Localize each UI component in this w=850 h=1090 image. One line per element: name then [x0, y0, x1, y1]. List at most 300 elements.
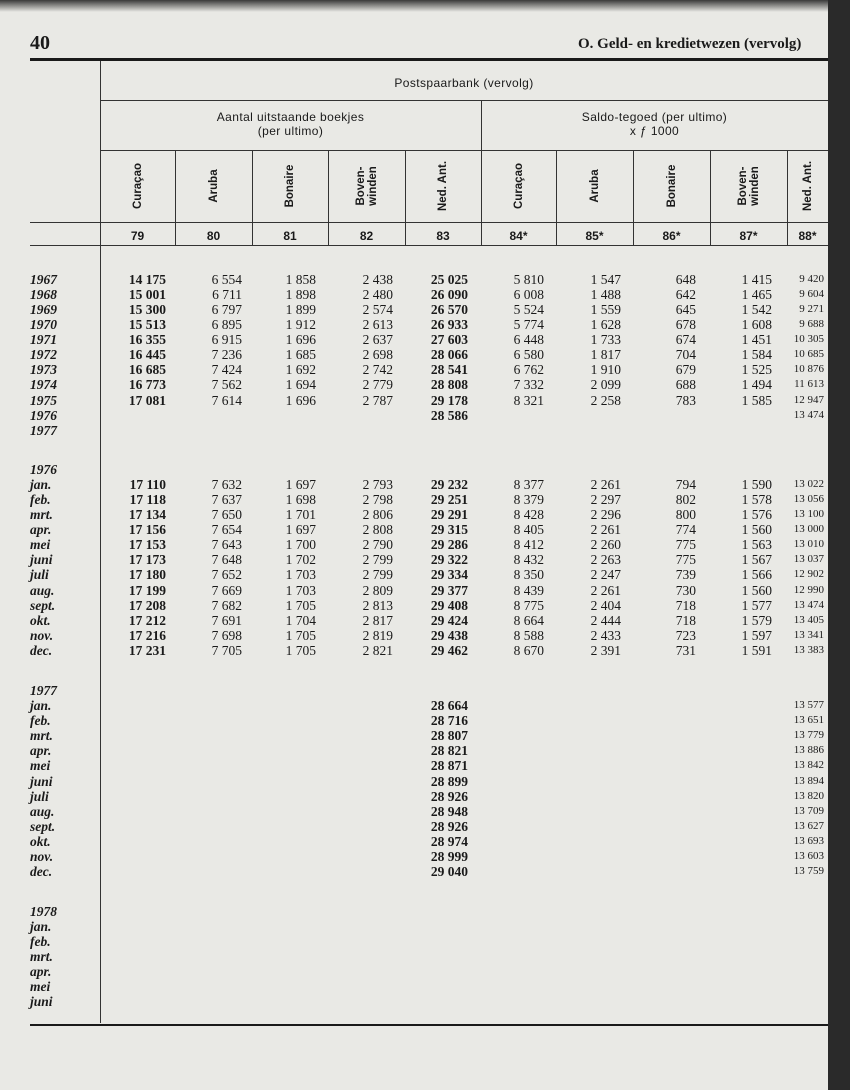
column-number: 85*: [585, 229, 604, 243]
table-cell: 1 560: [741, 522, 772, 537]
table-cell: 28 926: [430, 819, 468, 834]
table-cell: 28 926: [430, 789, 468, 804]
row-label: 1978: [30, 904, 57, 919]
row-label: mei: [30, 979, 51, 994]
row-label: apr.: [30, 743, 52, 758]
table-cell: 2 779: [362, 377, 393, 392]
table-cell: 1 559: [590, 302, 621, 317]
row-label: 1967: [30, 272, 57, 287]
row-label: feb.: [30, 713, 51, 728]
table-cell: 15 513: [128, 317, 166, 332]
table-cell: 28 586: [430, 408, 468, 423]
table-cell: 7 637: [211, 492, 242, 507]
row-label: nov.: [30, 849, 54, 864]
row-label: sept.: [30, 598, 56, 613]
row-label: okt.: [30, 613, 51, 628]
table-cell: 13 474: [793, 409, 824, 421]
table-cell: 13 886: [793, 744, 824, 756]
table-cell: 7 698: [211, 628, 242, 643]
table-cell: 1 597: [741, 628, 772, 643]
table-cell: 9 420: [799, 273, 824, 285]
table-cell: 1 494: [741, 377, 772, 392]
bottom-rule: [30, 1024, 828, 1026]
column-number: 82: [359, 229, 374, 243]
table-cell: 10 876: [793, 363, 824, 375]
row-label: mei: [30, 758, 51, 773]
table-cell: 29 040: [430, 864, 468, 879]
table-cell: 15 300: [128, 302, 166, 317]
table-cell: 2 444: [590, 613, 621, 628]
table-cell: 794: [675, 477, 696, 492]
column-header-part: Boven-: [354, 166, 367, 206]
table-cell: 7 648: [211, 552, 242, 567]
table-cell: 2 787: [362, 393, 393, 408]
table-cell: 13 383: [793, 644, 824, 656]
column-number: 81: [283, 229, 297, 243]
row-label: apr.: [30, 522, 52, 537]
subgroup-boekjes-line1: Aantal uitstaande boekjes: [216, 110, 365, 124]
table-cell: 1 705: [285, 628, 316, 643]
table-cell: 2 808: [362, 522, 393, 537]
table-cell: 800: [675, 507, 696, 522]
row-label: juni: [30, 552, 53, 567]
table-cell: 2 793: [362, 477, 393, 492]
table-cell: 29 377: [430, 583, 468, 598]
table-cell: 1 628: [590, 317, 621, 332]
column-number: 86*: [662, 229, 681, 243]
scan-binding-edge: [828, 0, 850, 1090]
table-cell: 718: [675, 613, 696, 628]
table-cell: 17 156: [128, 522, 166, 537]
table-cell: 2 809: [362, 583, 393, 598]
table-cell: 8 439: [513, 583, 544, 598]
table-cell: 28 808: [430, 377, 468, 392]
row-label: apr.: [30, 964, 52, 979]
table-cell: 8 664: [513, 613, 544, 628]
label-column-divider: [100, 61, 101, 1023]
table-cell: 2 438: [362, 272, 393, 287]
table-cell: 13 100: [793, 508, 824, 520]
table-cell: 26 933: [430, 317, 468, 332]
table-cell: 2 260: [590, 537, 621, 552]
table-cell: 2 258: [590, 393, 621, 408]
table-cell: 1 465: [741, 287, 772, 302]
column-header: Bonaire: [284, 164, 296, 208]
table-cell: 2 391: [590, 643, 621, 658]
table-cell: 29 334: [430, 567, 468, 582]
table-cell: 1 701: [285, 507, 316, 522]
table-cell: 1 579: [741, 613, 772, 628]
table-cell: 1 910: [590, 362, 621, 377]
row-label: 1976: [30, 408, 57, 423]
table-cell: 26 090: [430, 287, 468, 302]
table-cell: 730: [675, 583, 696, 598]
table-cell: 2 806: [362, 507, 393, 522]
table-cell: 1 912: [285, 317, 316, 332]
table-cell: 7 632: [211, 477, 242, 492]
row-label: 1975: [30, 393, 57, 408]
table-cell: 13 022: [793, 478, 824, 490]
table-cell: 7 705: [211, 643, 242, 658]
row-label: jan.: [30, 698, 52, 713]
table-cell: 7 669: [211, 583, 242, 598]
table-cell: 13 627: [793, 820, 824, 832]
row-label: juli: [30, 567, 49, 582]
table-cell: 28 716: [430, 713, 468, 728]
table-cell: 1 576: [741, 507, 772, 522]
table-cell: 14 175: [128, 272, 166, 287]
subgroup-saldo: [481, 110, 828, 138]
table-cell: 1 696: [285, 332, 316, 347]
row-label: mei: [30, 537, 51, 552]
table-cell: 8 428: [513, 507, 544, 522]
table-cell: 6 580: [513, 347, 544, 362]
table-cell: 1 567: [741, 552, 772, 567]
table-cell: 5 810: [513, 272, 544, 287]
table-cell: 2 817: [362, 613, 393, 628]
row-label: jan.: [30, 919, 52, 934]
table-cell: 2 263: [590, 552, 621, 567]
table-cell: 8 350: [513, 567, 544, 582]
table-cell: 6 554: [211, 272, 242, 287]
table-cell: 7 650: [211, 507, 242, 522]
table-cell: 645: [675, 302, 696, 317]
table-cell: 7 682: [211, 598, 242, 613]
table-cell: 8 377: [513, 477, 544, 492]
table-cell: 29 251: [430, 492, 468, 507]
table-cell: 2 574: [362, 302, 393, 317]
table-cell: 13 820: [793, 790, 824, 802]
table-cell: 6 762: [513, 362, 544, 377]
column-header: [737, 151, 761, 221]
table-cell: 1 705: [285, 643, 316, 658]
table-cell: 28 871: [430, 758, 468, 773]
table-cell: 28 899: [430, 774, 468, 789]
table-cell: 17 180: [128, 567, 166, 582]
table-cell: 1 817: [590, 347, 621, 362]
table-cell: 6 448: [513, 332, 544, 347]
table-cell: 1 858: [285, 272, 316, 287]
table-cell: 29 462: [430, 643, 468, 658]
subgroup-saldo-line1: Saldo-tegoed (per ultimo): [581, 110, 728, 124]
table-cell: 2 247: [590, 567, 621, 582]
table-cell: 1 563: [741, 537, 772, 552]
table-cell: 9 604: [799, 288, 824, 300]
table-cell: 17 199: [128, 583, 166, 598]
column-header: Ned. Ant.: [801, 160, 814, 212]
table-cell: 29 424: [430, 613, 468, 628]
table-cell: 5 524: [513, 302, 544, 317]
table-cell: 17 134: [128, 507, 166, 522]
table-cell: 1 451: [741, 332, 772, 347]
page-title: O. Geld- en kredietwezen (vervolg): [578, 36, 802, 52]
table-cell: 7 424: [211, 362, 242, 377]
table-cell: 13 037: [793, 553, 824, 565]
table-cell: 775: [675, 537, 696, 552]
table-cell: 28 541: [430, 362, 468, 377]
row-label: juni: [30, 994, 53, 1009]
table-cell: 29 232: [430, 477, 468, 492]
table-cell: 1 898: [285, 287, 316, 302]
table-cell: 1 542: [741, 302, 772, 317]
table-cell: 8 379: [513, 492, 544, 507]
table-cell: 17 153: [128, 537, 166, 552]
row-label: sept.: [30, 819, 56, 834]
table-cell: 28 807: [430, 728, 468, 743]
table-cell: 1 590: [741, 477, 772, 492]
table-cell: 2 799: [362, 567, 393, 582]
table-cell: 8 588: [513, 628, 544, 643]
table-cell: 2 261: [590, 477, 621, 492]
table-cell: 679: [675, 362, 696, 377]
row-label: 1970: [30, 317, 57, 332]
table-cell: 17 212: [128, 613, 166, 628]
column-number: 84*: [509, 229, 528, 243]
table-cell: 1 694: [285, 377, 316, 392]
table-cell: 783: [675, 393, 696, 408]
table-cell: 1 733: [590, 332, 621, 347]
table-cell: 17 081: [128, 393, 166, 408]
table-cell: 1 560: [741, 583, 772, 598]
table-cell: 29 286: [430, 537, 468, 552]
table-cell: 1 703: [285, 583, 316, 598]
table-cell: 7 332: [513, 377, 544, 392]
subgroup-saldo-line2: x ƒ 1000: [629, 124, 680, 138]
row-label: feb.: [30, 934, 51, 949]
table-cell: 1 702: [285, 552, 316, 567]
table-cell: 1 703: [285, 567, 316, 582]
table-cell: 13 779: [793, 729, 824, 741]
table-cell: 775: [675, 552, 696, 567]
table-cell: 10 305: [793, 333, 824, 345]
table-cell: 1 584: [741, 347, 772, 362]
table-cell: 13 056: [793, 493, 824, 505]
column-number: 87*: [739, 229, 758, 243]
table-cell: 13 894: [793, 775, 824, 787]
row-label: 1972: [30, 347, 57, 362]
table-cell: 12 990: [793, 584, 824, 596]
row-label: 1977: [30, 423, 57, 438]
row-label: mrt.: [30, 728, 53, 743]
table-cell: 2 480: [362, 287, 393, 302]
table-cell: 2 821: [362, 643, 393, 658]
table-cell: 8 412: [513, 537, 544, 552]
table-cell: 774: [675, 522, 696, 537]
table-cell: 13 651: [793, 714, 824, 726]
table-cell: 704: [675, 347, 696, 362]
column-header-part: Boven-: [736, 166, 749, 206]
table-cell: 1 577: [741, 598, 772, 613]
table-cell: 2 637: [362, 332, 393, 347]
table-cell: 6 895: [211, 317, 242, 332]
table-cell: 12 902: [793, 568, 824, 580]
table-cell: 29 438: [430, 628, 468, 643]
table-cell: 17 208: [128, 598, 166, 613]
table-cell: 13 603: [793, 850, 824, 862]
table-cell: 9 271: [799, 303, 824, 315]
table-cell: 6 711: [212, 287, 242, 302]
table-cell: 29 315: [430, 522, 468, 537]
table-cell: 1 697: [285, 477, 316, 492]
table-cell: 7 654: [211, 522, 242, 537]
column-number: 83: [436, 229, 450, 243]
row-label: dec.: [30, 643, 53, 658]
table-cell: 7 562: [211, 377, 242, 392]
table-cell: 739: [675, 567, 696, 582]
row-label: mrt.: [30, 507, 53, 522]
table-cell: 8 432: [513, 552, 544, 567]
table-cell: 17 118: [129, 492, 166, 507]
table-cell: 16 445: [128, 347, 166, 362]
column-header: Bonaire: [665, 164, 678, 208]
row-label: dec.: [30, 864, 53, 879]
column-number: 80: [206, 229, 221, 243]
table-cell: 1 415: [741, 272, 772, 287]
table-cell: 1 566: [741, 567, 772, 582]
table-cell: 2 698: [362, 347, 393, 362]
table-cell: 802: [675, 492, 696, 507]
table-cell: 718: [675, 598, 696, 613]
top-rule: [30, 58, 828, 61]
table-cell: 1 591: [741, 643, 772, 658]
table-cell: 2 261: [590, 583, 621, 598]
table-cell: 17 110: [129, 477, 166, 492]
table-cell: 28 664: [430, 698, 468, 713]
table-cell: 17 216: [128, 628, 166, 643]
table-cell: 17 231: [128, 643, 166, 658]
row-label: juli: [30, 789, 49, 804]
table-cell: 29 322: [430, 552, 468, 567]
table-cell: 2 742: [362, 362, 393, 377]
table-cell: 16 355: [128, 332, 166, 347]
group-rule: [100, 100, 828, 101]
subgroup-boekjes: [100, 110, 481, 138]
table-cell: 13 474: [793, 599, 824, 611]
table-cell: 642: [675, 287, 696, 302]
table-cell: 29 291: [430, 507, 468, 522]
page-number: 40: [30, 32, 50, 54]
subgroup-boekjes-line2: (per ultimo): [257, 124, 324, 138]
table-cell: 9 688: [799, 318, 824, 330]
scan-top-shadow: [0, 0, 850, 12]
table-cell: 674: [675, 332, 696, 347]
table-cell: 7 614: [211, 393, 242, 408]
table-cell: 13 709: [793, 805, 824, 817]
table-cell: 2 261: [590, 522, 621, 537]
table-cell: 648: [675, 272, 696, 287]
table-cell: 1 547: [590, 272, 621, 287]
table-cell: 2 790: [362, 537, 393, 552]
table-cell: 2 813: [362, 598, 393, 613]
table-cell: 8 405: [513, 522, 544, 537]
column-header: Aruba: [588, 169, 601, 203]
table-cell: 29 408: [430, 598, 468, 613]
table-cell: 1 696: [285, 393, 316, 408]
table-cell: 17 173: [128, 552, 166, 567]
table-cell: 26 570: [430, 302, 468, 317]
table-cell: 5 774: [513, 317, 544, 332]
row-label: feb.: [30, 492, 51, 507]
table-cell: 2 099: [590, 377, 621, 392]
row-label: 1977: [30, 683, 57, 698]
column-number: 79: [130, 229, 145, 243]
table-cell: 678: [675, 317, 696, 332]
table-cell: 1 608: [741, 317, 772, 332]
table-cell: 7 643: [211, 537, 242, 552]
column-header: Curaçao: [512, 162, 525, 210]
table-cell: 13 405: [793, 614, 824, 626]
table-cell: 2 404: [590, 598, 621, 613]
table-cell: 6 915: [211, 332, 242, 347]
table-cell: 2 798: [362, 492, 393, 507]
table-cell: 10 685: [793, 348, 824, 360]
column-header: [355, 151, 379, 221]
table-cell: 688: [675, 377, 696, 392]
table-cell: 11 613: [794, 378, 824, 390]
row-label: okt.: [30, 834, 51, 849]
table-cell: 2 819: [362, 628, 393, 643]
row-label: mrt.: [30, 949, 53, 964]
table-cell: 13 000: [793, 523, 824, 535]
table-cell: 1 488: [590, 287, 621, 302]
table-cell: 7 652: [211, 567, 242, 582]
table-cell: 1 585: [741, 393, 772, 408]
table-cell: 1 578: [741, 492, 772, 507]
table-cell: 7 691: [211, 613, 242, 628]
row-label: 1969: [30, 302, 57, 317]
colnum-rule: [30, 245, 828, 246]
table-cell: 2 296: [590, 507, 621, 522]
colhead-rule: [30, 222, 828, 223]
row-label: nov.: [30, 628, 54, 643]
table-cell: 1 700: [285, 537, 316, 552]
table-cell: 13 693: [793, 835, 824, 847]
table-cell: 29 178: [430, 393, 468, 408]
table-cell: 1 698: [285, 492, 316, 507]
table-cell: 28 066: [430, 347, 468, 362]
table-cell: 27 603: [430, 332, 468, 347]
table-cell: 1 899: [285, 302, 316, 317]
table-cell: 13 842: [793, 759, 824, 771]
column-header-part: winden: [366, 166, 379, 206]
column-header-part: winden: [748, 166, 761, 206]
table-cell: 28 974: [430, 834, 468, 849]
table-cell: 13 010: [793, 538, 824, 550]
row-label: aug.: [30, 804, 55, 819]
row-label: 1971: [30, 332, 57, 347]
table-cell: 1 704: [285, 613, 316, 628]
table-cell: 13 341: [793, 629, 824, 641]
row-label: 1974: [30, 377, 57, 392]
row-label: 1973: [30, 362, 57, 377]
table-cell: 2 799: [362, 552, 393, 567]
table-cell: 723: [675, 628, 696, 643]
column-header: Aruba: [207, 169, 220, 203]
table-cell: 13 577: [793, 699, 824, 711]
table-cell: 6 008: [513, 287, 544, 302]
table-cell: 1 692: [285, 362, 316, 377]
table-cell: 731: [675, 643, 696, 658]
table-cell: 1 705: [285, 598, 316, 613]
table-cell: 28 999: [430, 849, 468, 864]
table-cell: 1 525: [741, 362, 772, 377]
table-cell: 16 773: [128, 377, 166, 392]
table-cell: 8 321: [513, 393, 544, 408]
row-label: juni: [30, 774, 53, 789]
column-number: 88*: [798, 229, 817, 243]
column-header: Ned. Ant.: [437, 160, 449, 212]
row-label: jan.: [30, 477, 52, 492]
